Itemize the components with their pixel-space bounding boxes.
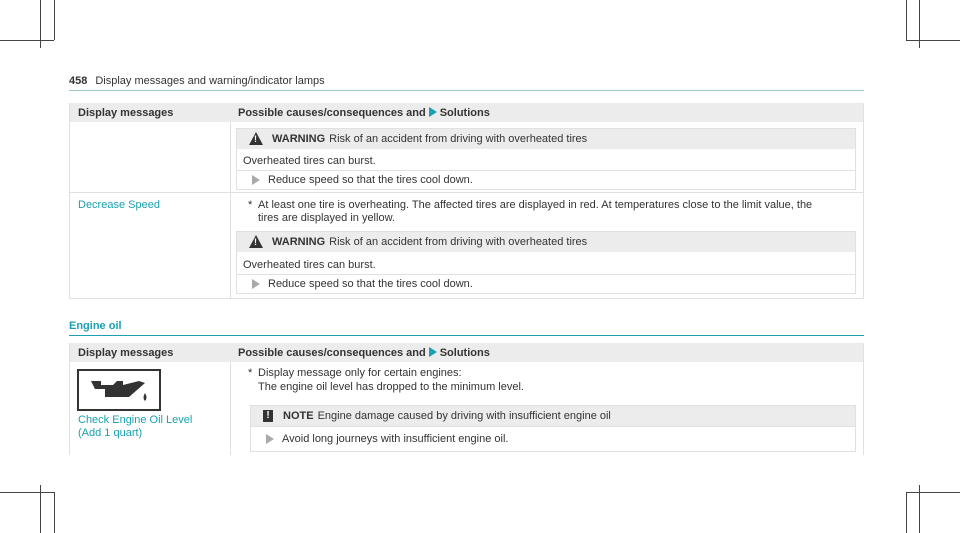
cause-line-2: The engine oil level has dropped to the minimum level.	[258, 381, 524, 393]
warning-icon	[249, 132, 263, 145]
message-line-2: (Add 1 quart)	[78, 427, 143, 439]
crop-mark	[54, 492, 55, 533]
note-box	[250, 405, 856, 452]
warning-body: Overheated tires can burst.	[243, 155, 376, 167]
display-message-decrease-speed: Decrease Speed	[78, 199, 160, 211]
cause-line-2: tires are displayed in yellow.	[258, 212, 395, 224]
engine-oil-table	[69, 343, 864, 455]
page-title: Display messages and warning/indicator lamps	[95, 75, 325, 87]
note-header: ! NOTE Engine damage caused by driving with insufficient engine oil	[251, 406, 855, 426]
col-display-messages: Display messages	[78, 347, 174, 359]
action-text: Reduce speed so that the tires cool down.	[268, 174, 473, 186]
note-icon: !	[263, 410, 273, 422]
arrow-icon	[429, 347, 437, 357]
message-line-1: Check Engine Oil Level	[78, 414, 193, 426]
col-display-messages: Display messages	[78, 107, 174, 119]
row-divider	[70, 192, 863, 193]
page-header	[69, 75, 325, 87]
page-number: 458	[69, 75, 88, 87]
action-arrow-icon	[252, 279, 260, 289]
crop-mark	[906, 40, 960, 41]
table-header	[70, 103, 863, 122]
crop-mark	[906, 492, 960, 493]
bullet: *	[248, 367, 253, 379]
bullet: *	[248, 199, 253, 211]
action-arrow-icon	[252, 175, 260, 185]
section-divider	[69, 335, 864, 336]
col-causes-solutions: Possible causes/consequences and Solutions	[238, 347, 490, 359]
section-title: Engine oil	[69, 320, 122, 332]
arrow-icon	[429, 107, 437, 117]
action-text: Reduce speed so that the tires cool down.	[268, 278, 473, 290]
warning-header: ! WARNING Risk of an accident from driving with overheated tires	[237, 129, 855, 149]
warning-header: ! WARNING Risk of an accident from driving with overheated tires	[237, 232, 855, 252]
messages-table	[69, 103, 864, 299]
warning-icon	[249, 235, 263, 248]
col-causes-solutions: Possible causes/consequences and Solutions	[238, 107, 490, 119]
header-divider	[69, 90, 864, 91]
table-header	[70, 343, 863, 362]
oil-can-icon	[77, 369, 161, 411]
crop-mark	[0, 40, 54, 41]
cause-line-1: Display message only for certain engines:	[258, 367, 462, 379]
crop-mark	[0, 492, 54, 493]
warning-box	[236, 231, 856, 294]
warning-body: Overheated tires can burst.	[243, 259, 376, 271]
warning-box	[236, 128, 856, 190]
action-text: Avoid long journeys with insufficient engine oil.	[282, 433, 509, 445]
column-divider	[230, 122, 231, 299]
column-divider	[230, 362, 231, 455]
crop-mark	[906, 0, 907, 40]
cause-line-1: At least one tire is overheating. The affected tires are displayed in red. At temperatures close to the limit value, the	[258, 199, 813, 211]
action-arrow-icon	[266, 434, 274, 444]
crop-mark	[54, 0, 55, 40]
crop-mark	[906, 492, 907, 533]
